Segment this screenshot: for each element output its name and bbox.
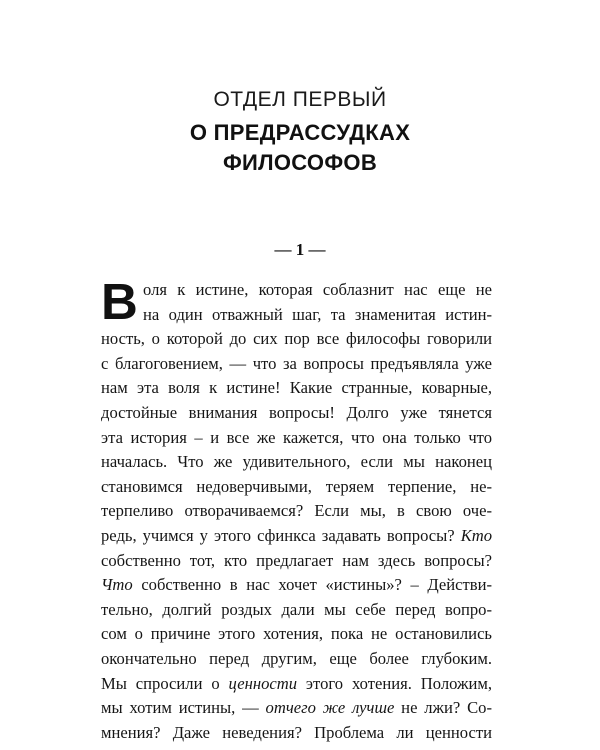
text-run: этого хотения. Положим,	[297, 673, 492, 693]
text-run: становимся недоверчивыми, теряем терпение, не-	[101, 476, 492, 496]
text-line	[101, 696, 492, 721]
text-run: тельно, долгий роздых дали мы себе перед вопро-	[101, 599, 492, 619]
text-run: достойные внимания вопросы! Долго уже тянется	[101, 402, 492, 422]
text-line	[101, 647, 492, 672]
italic-emphasis: ценности	[228, 673, 298, 693]
text-run: эта история – и все же кажется, что она только что	[101, 427, 492, 447]
text-line	[101, 278, 492, 303]
text-run: нам эта воля к истине! Какие странные, коварные,	[101, 378, 492, 398]
text-run: началась. Что же удивительного, если мы наконец	[101, 452, 492, 472]
italic-emphasis: Кто	[460, 525, 492, 545]
text-run: окончательно перед другим, еще более глубоким.	[101, 648, 492, 668]
text-line	[101, 622, 492, 647]
body-text	[101, 273, 492, 745]
text-line	[101, 524, 492, 549]
text-line	[101, 598, 492, 623]
section-label: ОТДЕЛ ПЕРВЫЙ	[213, 88, 387, 111]
section-number: — 1 —	[274, 240, 326, 259]
italic-emphasis: отчего же лучше	[265, 698, 395, 718]
text-run: собственно тот, кто предлагает нам здесь вопросы?	[101, 550, 492, 570]
drop-cap: В	[101, 273, 138, 330]
text-line	[101, 721, 492, 746]
text-line	[101, 376, 492, 401]
chapter-title-line-2: ФИЛОСОФОВ	[222, 150, 378, 175]
text-run: сом о причине этого хотения, пока не остановились	[101, 624, 492, 644]
text-run: мнения? Даже неведения? Проблема ли ценности	[101, 722, 492, 742]
text-line	[101, 549, 492, 574]
text-line	[101, 426, 492, 451]
text-run: оля к истине, которая соблазнит нас еще не	[143, 280, 492, 299]
text-line	[101, 475, 492, 500]
text-run: мы хотим истины, —	[101, 698, 266, 718]
text-run: Мы спросили о	[101, 673, 229, 693]
text-line	[101, 672, 492, 697]
text-line	[101, 303, 492, 328]
text-line	[101, 499, 492, 524]
text-run: собственно в нас хочет «истины»? – Действи-	[132, 575, 492, 595]
text-run: ность, о которой до сих пор все философы говорили	[101, 329, 492, 349]
text-run: не лжи? Со-	[394, 698, 492, 718]
chapter-title-line-1: О ПРЕДРАССУДКАХ	[189, 120, 411, 145]
text-line	[101, 327, 492, 352]
text-run: редь, учимся у этого сфинкса задавать вопросы?	[101, 525, 461, 545]
text-run: на один отважный шаг, та знаменитая истин-	[143, 304, 492, 324]
text-line	[101, 573, 492, 598]
text-line	[101, 352, 492, 377]
text-run: терпеливо отворачиваемся? Если мы, в свою оче-	[101, 501, 492, 521]
text-run: с благоговением, — что за вопросы предъявляла уже	[101, 353, 492, 373]
text-line	[101, 401, 492, 426]
italic-emphasis: Что	[101, 575, 133, 595]
text-line	[101, 450, 492, 475]
